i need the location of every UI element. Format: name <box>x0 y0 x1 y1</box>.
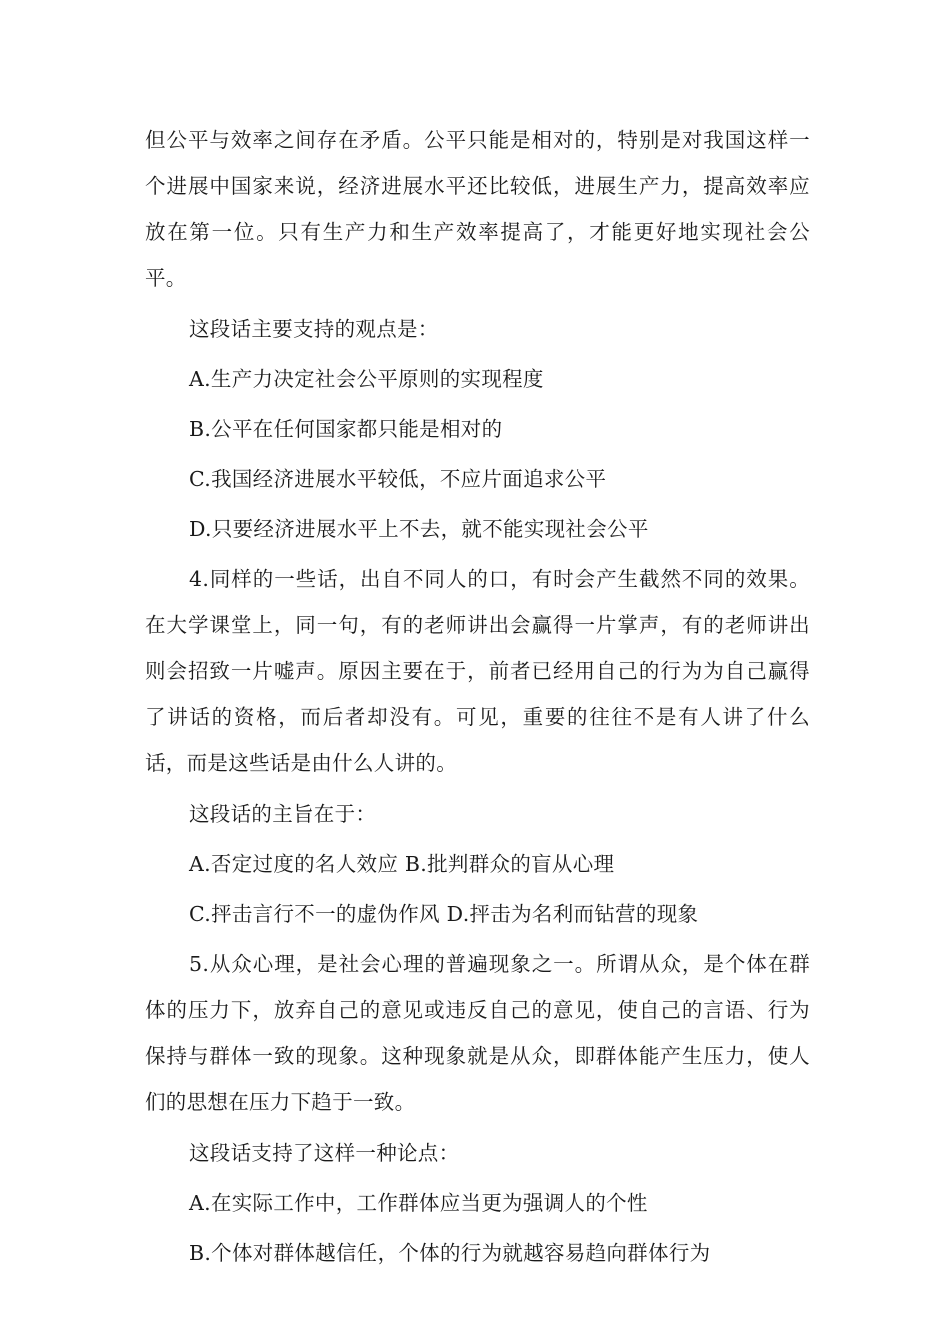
q3-option-b: B.公平在任何国家都只能是相对的 <box>189 417 503 441</box>
q4-options-line-2: C.抨击言行不一的虚伪作风 D.抨击为名利而钻营的现象 <box>189 902 699 926</box>
q4-prompt: 这段话的主旨在于： <box>189 802 377 826</box>
q3-option-a: A.生产力决定社会公平原则的实现程度 <box>189 367 544 391</box>
intro-paragraph: 但公平与效率之间存在矛盾。公平只能是相对的，特别是对我国这样一个进展中国家来说，经济进展水平还比较低，进展生产力，提高效率应放在第一位。只有生产力和生产效率提高了，才能更好地实现社会公平。 <box>145 128 810 290</box>
q4-options-line-1: A.否定过度的名人效应 B.批判群众的盲从心理 <box>189 852 615 876</box>
q5-prompt: 这段话支持了这样一种论点： <box>189 1141 460 1165</box>
q3-option-d: D.只要经济进展水平上不去，就不能实现社会公平 <box>189 517 649 541</box>
q5-option-b: B.个体对群体越信任，个体的行为就越容易趋向群体行为 <box>189 1241 711 1265</box>
q3-option-c: C.我国经济进展水平较低，不应片面追求公平 <box>189 467 607 491</box>
q3-prompt: 这段话主要支持的观点是： <box>189 317 439 341</box>
q5-passage: 5.从众心理，是社会心理的普遍现象之一。所谓从众，是个体在群体的压力下，放弃自己的意见或违反自己的意见，使自己的言语、行为保持与群体一致的现象。这种现象就是从众，即群体能产生压力，使人们的思想在压力下趋于一致。 <box>145 952 810 1114</box>
q5-option-a: A.在实际工作中，工作群体应当更为强调人的个性 <box>189 1191 648 1215</box>
document-page <box>145 117 810 1280</box>
q4-passage: 4.同样的一些话，出自不同人的口，有时会产生截然不同的效果。在大学课堂上，同一句，有的老师讲出会赢得一片掌声，有的老师讲出则会招致一片嘘声。原因主要在于，前者已经用自己的行为为自己赢得了讲话的资格，而后者却没有。可见，重要的往往不是有人讲了什么话，而是这些话是由什么人讲的。 <box>145 567 810 775</box>
